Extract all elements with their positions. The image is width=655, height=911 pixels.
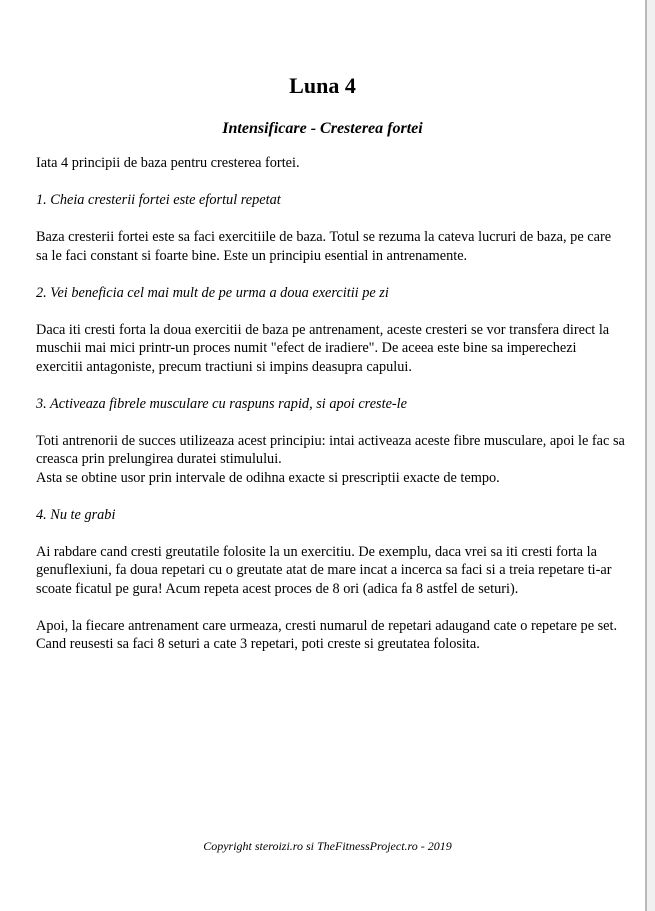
page-subtitle: Intensificare - Cresterea fortei xyxy=(222,120,423,137)
viewer-scrollbar[interactable] xyxy=(647,0,655,911)
page-footer: Copyright steroizi.ro si TheFitnessProject.ro - 2019 xyxy=(203,839,452,853)
principle-3-text-line-2: Asta se obtine usor prin intervale de odihna exacte si prescriptii exacte de tempo. xyxy=(36,469,500,486)
principle-4-heading: 4. Nu te grabi xyxy=(36,506,116,523)
principle-3-text-line-1: Toti antrenorii de succes utilizeaza acest principiu: intai activeaza aceste fibre musculare, apoi le fac sa creasca prin prelungirea duratei stimulului. xyxy=(36,432,625,467)
principle-3-text xyxy=(36,432,626,488)
principle-4-text-2: Apoi, la fiecare antrenament care urmeaza, cresti numarul de repetari adaugand cate o repetare pe set. Cand reusesti sa faci 8 seturi a cate 3 repetari, poti creste si greutatea folosita. xyxy=(36,617,618,652)
page-title: Luna 4 xyxy=(289,73,356,98)
principle-1-text: Baza cresterii fortei este sa faci exercitiile de baza. Totul se rezuma la cateva lucruri de baza, pe care sa le faci constant si foarte bine. Este un principiu esential in antrenamente. xyxy=(36,229,612,264)
principle-2-heading: 2. Vei beneficia cel mai mult de pe urma a doua exercitii pe zi xyxy=(36,284,389,301)
principle-4-text-1: Ai rabdare cand cresti greutatile folosite la un exercitiu. De exemplu, daca vrei sa iti cresti forta la genuflexiuni, fa doua repetari cu o greutate atat de mare incat a incerca sa faci si a treia repetare ti-ar scoate ficatul pe gura! Acum repeta acest proces de 8 ori (adica fa 8 astfel de seturi). xyxy=(36,543,612,597)
intro-paragraph: Iata 4 principii de baza pentru cresterea fortei. xyxy=(36,155,300,171)
document-body xyxy=(36,154,626,672)
principle-1-heading: 1. Cheia cresterii fortei este efortul repetat xyxy=(36,192,281,208)
principle-2-text: Daca iti cresti forta la doua exercitii de baza pe antrenament, aceste cresteri se vor transfera direct la muschii mai mici printr-un proces numit "efect de iradiere". De aceea este bine sa imperechezi exercitii antagoniste, precum tractiuni si impins deasupra capului. xyxy=(36,321,610,375)
principle-3-heading: 3. Activeaza fibrele musculare cu raspuns rapid, si apoi creste-le xyxy=(36,395,407,412)
